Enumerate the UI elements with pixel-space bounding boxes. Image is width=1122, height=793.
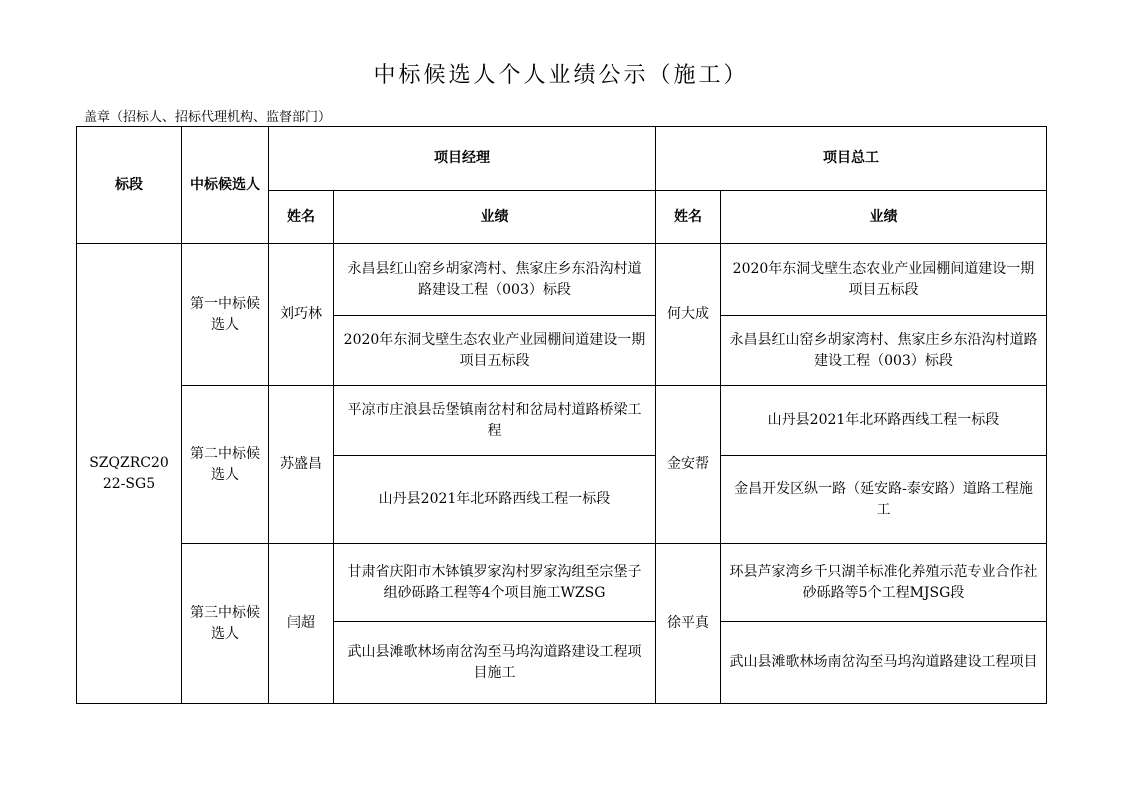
chief-name: 何大成: [656, 244, 721, 386]
chief-performance: 2020年东洞戈壁生态农业产业园棚间道建设一期项目五标段: [721, 244, 1047, 316]
pm-name: 刘巧林: [269, 244, 334, 386]
chief-performance: 永昌县红山窑乡胡家湾村、焦家庄乡东沿沟村道路建设工程（003）标段: [721, 316, 1047, 386]
candidate-label: 第一中标候选人: [182, 244, 269, 386]
pm-performance: 永昌县红山窑乡胡家湾村、焦家庄乡东沿沟村道路建设工程（003）标段: [334, 244, 656, 316]
header-pm-perf: 业绩: [334, 191, 656, 244]
header-pm-name: 姓名: [269, 191, 334, 244]
chief-name: 徐平真: [656, 544, 721, 704]
chief-performance: 武山县滩歌林场南岔沟至马坞沟道路建设工程项目: [721, 622, 1047, 704]
header-section: 标段: [77, 127, 182, 244]
pm-performance: 武山县滩歌林场南岔沟至马坞沟道路建设工程项目施工: [334, 622, 656, 704]
candidate-label: 第三中标候选人: [182, 544, 269, 704]
candidate-label: 第二中标候选人: [182, 386, 269, 544]
header-candidate: 中标候选人: [182, 127, 269, 244]
pm-performance: 甘肃省庆阳市木钵镇罗家沟村罗家沟组至宗堡子组砂砾路工程等4个项目施工WZSG: [334, 544, 656, 622]
stamp-note: 盖章（招标人、招标代理机构、监督部门）: [84, 110, 332, 125]
page-title: 中标候选人个人业绩公示（施工）: [373, 63, 749, 88]
header-project-manager: 项目经理: [269, 127, 656, 191]
chief-performance: 山丹县2021年北环路西线工程一标段: [721, 386, 1047, 456]
pm-performance: 山丹县2021年北环路西线工程一标段: [334, 456, 656, 544]
header-chief-name: 姓名: [656, 191, 721, 244]
performance-table: [76, 126, 1047, 704]
pm-performance: 2020年东洞戈壁生态农业产业园棚间道建设一期项目五标段: [334, 316, 656, 386]
chief-name: 金安帮: [656, 386, 721, 544]
pm-name: 苏盛昌: [269, 386, 334, 544]
chief-performance: 环县芦家湾乡千只湖羊标准化养殖示范专业合作社砂砾路等5个工程MJSG段: [721, 544, 1047, 622]
header-chief-perf: 业绩: [721, 191, 1047, 244]
header-chief-engineer: 项目总工: [656, 127, 1047, 191]
section-id: SZQZRC2022-SG5: [77, 244, 182, 704]
pm-performance: 平凉市庄浪县岳堡镇南岔村和岔局村道路桥梁工程: [334, 386, 656, 456]
pm-name: 闫超: [269, 544, 334, 704]
chief-performance: 金昌开发区纵一路（延安路-泰安路）道路工程施工: [721, 456, 1047, 544]
